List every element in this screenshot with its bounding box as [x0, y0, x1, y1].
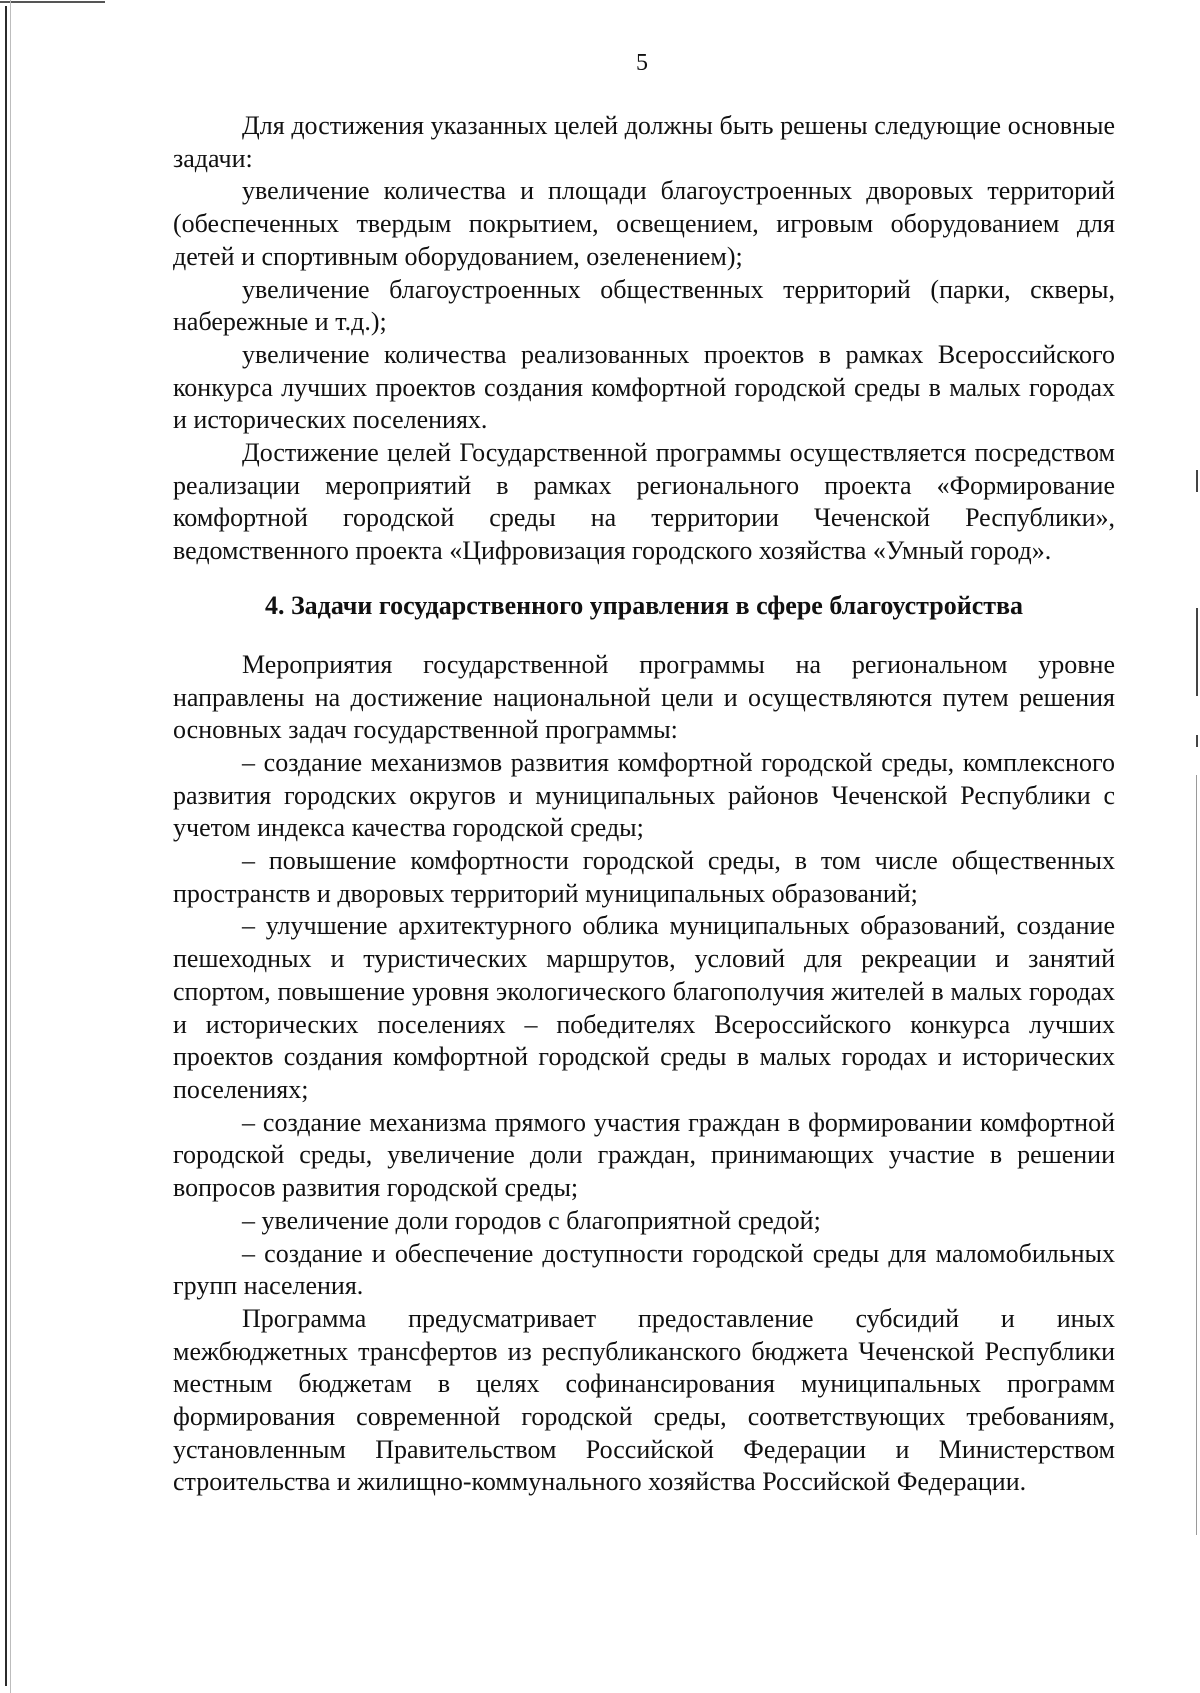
scan-border-top: [0, 1, 105, 3]
list-item: – улучшение архитектурного облика муниципальных образований, создание пешеходных и туристических маршрутов, условий для рекреации и занятий спортом, повышение уровня экологического благополучия жителей в малых городах и исторических поселениях – победителях Всероссийского конкурса лучших проектов создания комфортной городской среды в малых городах и исторических поселениях;: [173, 911, 1115, 1104]
section-heading: 4. Задачи государственного управления в сфере благоустройства: [264, 590, 1024, 620]
scan-edge-mark: [1196, 470, 1198, 492]
scan-edge-mark: [1196, 735, 1198, 747]
scan-edge-mark: [1196, 775, 1197, 1535]
list-item: – создание механизмов развития комфортной городской среды, комплексного развития городских округов и муниципальных районов Чеченской Республики с учетом индекса качества городской среды;: [173, 747, 1115, 843]
task-item: увеличение количества реализованных проектов в рамках Всероссийского конкурса лучших проектов создания комфортной городской среды в малых городах и исторических поселениях.: [173, 339, 1115, 435]
list-item: – создание механизма прямого участия граждан в формировании комфортной городской среды, увеличение доли граждан, принимающих участие в решении вопросов развития городской среды;: [173, 1107, 1115, 1203]
paragraph-measures: Мероприятия государственной программы на региональном уровне направлены на достижение национальной цели и осуществляются путем решения основных задач государственной программы:: [173, 649, 1115, 745]
task-item: увеличение количества и площади благоустроенных дворовых территорий (обеспеченных твердым покрытием, освещением, игровым оборудованием для детей и спортивным оборудованием, озеленением);: [173, 176, 1115, 271]
scan-border-left-inner: [10, 0, 11, 1693]
scan-border-left: [5, 6, 7, 1686]
paragraph-program: Программа предусматривает предоставление субсидий и иных межбюджетных трансфертов из республиканского бюджета Чеченской Республики местным бюджетам в целях софинансирования муниципальных программ формирования современной городской среды, соответствующих требованиям, установленным Правительством Российской Федерации и Министерством строительства и жилищно-коммунального хозяйства Российской Федерации.: [173, 1303, 1115, 1497]
document-body: [173, 110, 1115, 1499]
list-item: – повышение комфортности городской среды, в том числе общественных пространств и дворовых территорий муниципальных образований;: [173, 846, 1115, 908]
list-item: – увеличение доли городов с благоприятной средой;: [242, 1205, 821, 1235]
task-item: увеличение благоустроенных общественных территорий (парки, скверы, набережные и т.д.);: [173, 274, 1115, 337]
list-item: – создание и обеспечение доступности городской среды для маломобильных групп населения.: [173, 1238, 1115, 1301]
paragraph-goals: Достижение целей Государственной программы осуществляется посредством реализации мероприятий в рамках регионального проекта «Формирование комфортной городской среды на территории Чеченской Республики», ведомственного проекта «Цифровизация городского хозяйства «Умный город».: [173, 438, 1115, 566]
scan-edge-mark: [1196, 608, 1198, 696]
page-number: 5: [636, 50, 648, 76]
paragraph-intro: Для достижения указанных целей должны быть решены следующие основные задачи:: [173, 111, 1115, 173]
